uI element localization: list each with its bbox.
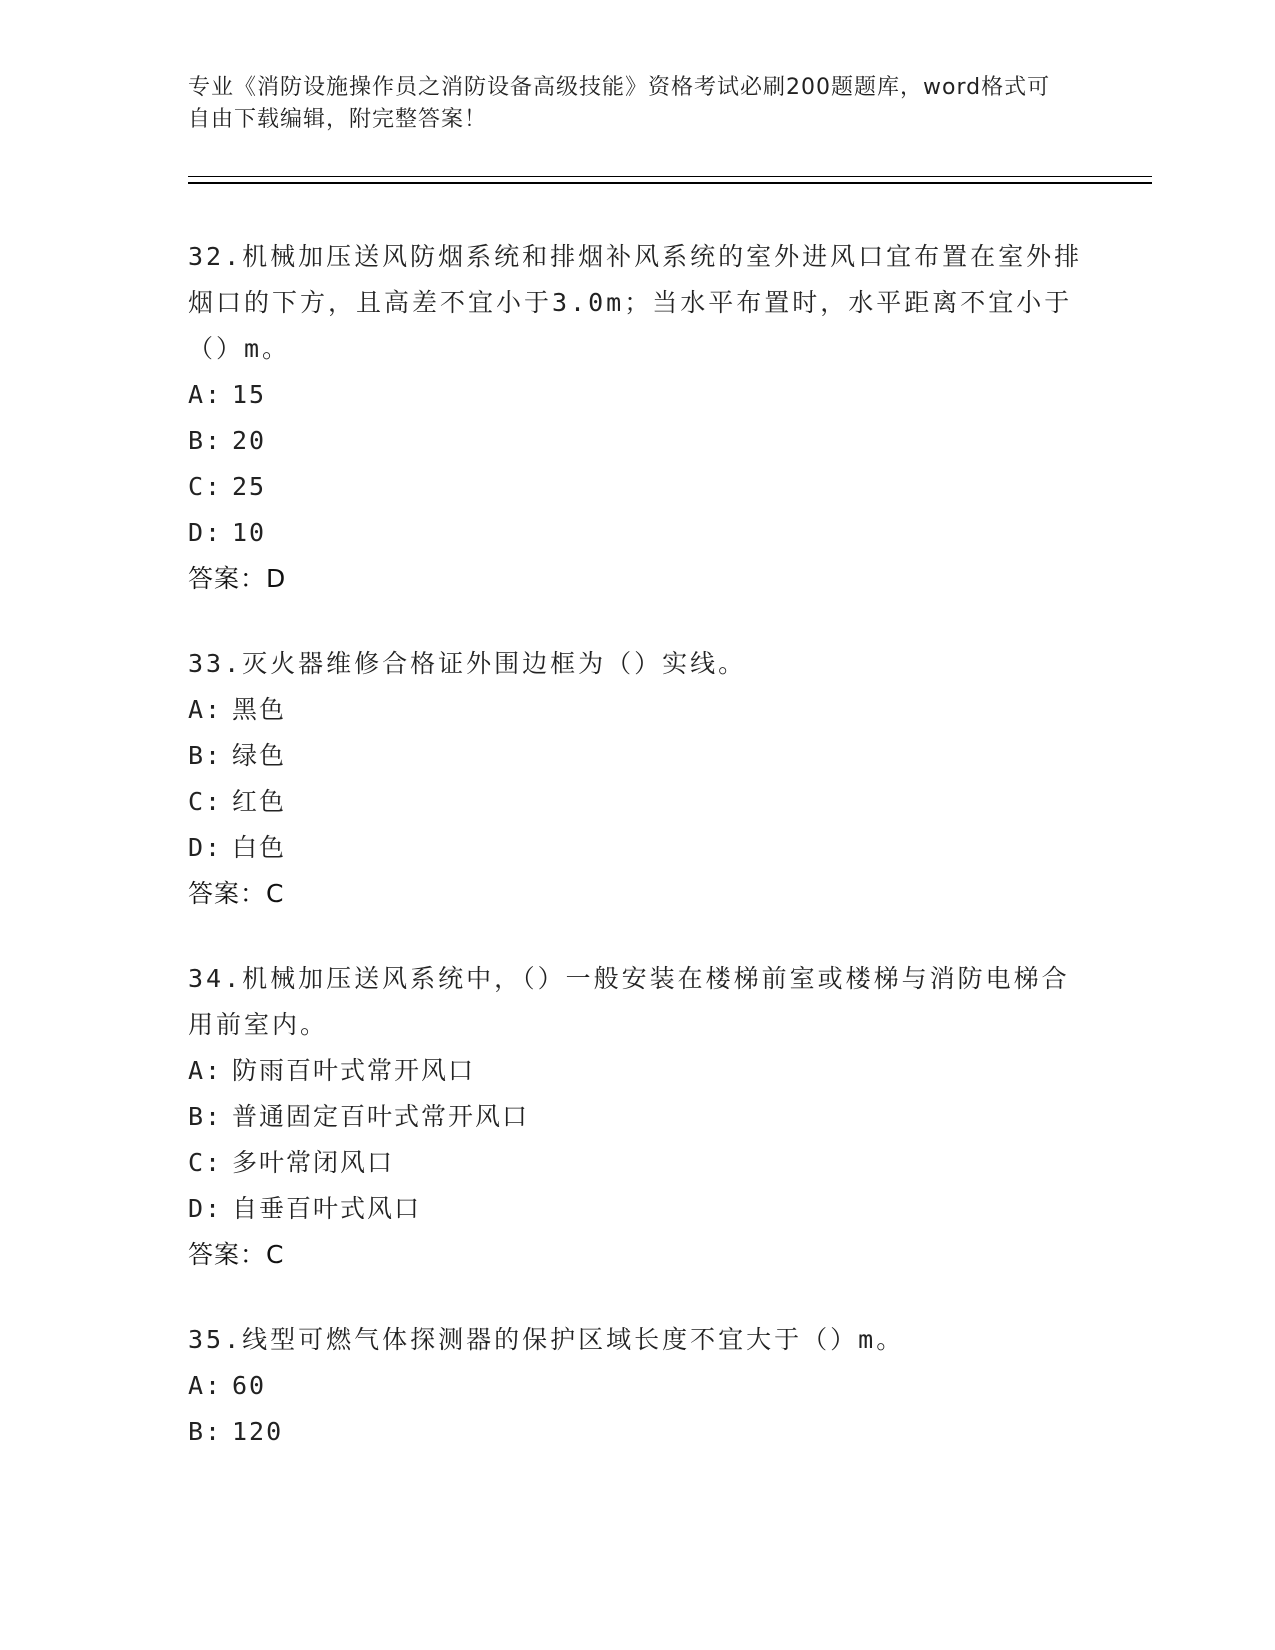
question-34: [188, 956, 1088, 1278]
question-text: 35.线型可燃气体探测器的保护区域长度不宜大于（）m。: [188, 1325, 905, 1354]
option-d: [188, 1186, 1088, 1232]
option-text: 普通固定百叶式常开风口: [232, 1102, 530, 1131]
option-text: 白色: [232, 833, 287, 862]
option-a: [188, 372, 1088, 418]
option-letter: C:: [188, 472, 223, 501]
option-text: 防雨百叶式常开风口: [232, 1056, 476, 1085]
option-letter: B:: [188, 426, 223, 455]
option-text: 自垂百叶式风口: [232, 1194, 422, 1223]
option-text: 10: [232, 518, 267, 547]
option-a: [188, 687, 1088, 733]
option-text: 红色: [232, 787, 287, 816]
option-b: [188, 1409, 1088, 1455]
option-text: 多叶常闭风口: [232, 1148, 395, 1177]
header-rule-thick: [188, 182, 1152, 184]
question-35: [188, 1317, 1088, 1455]
question-list: [188, 234, 1088, 1494]
option-letter: A:: [188, 380, 223, 409]
option-b: [188, 733, 1088, 779]
option-a: [188, 1048, 1088, 1094]
option-a: [188, 1363, 1088, 1409]
option-text: 20: [232, 426, 267, 455]
option-letter: B:: [188, 1102, 223, 1131]
option-letter: D:: [188, 1194, 223, 1223]
option-text: 25: [232, 472, 267, 501]
option-letter: A:: [188, 1371, 223, 1400]
option-d: [188, 510, 1088, 556]
document-header: 专业《消防设施操作员之消防设备高级技能》资格考试必刷200题题库，word格式可自由下载编辑，附完整答案！: [188, 75, 1051, 132]
option-text: 120: [232, 1417, 284, 1446]
option-b: [188, 1094, 1088, 1140]
option-text: 15: [232, 380, 267, 409]
header-rule-thin: [188, 176, 1152, 177]
option-letter: B:: [188, 1417, 223, 1446]
question-text: 33.灭火器维修合格证外围边框为（）实线。: [188, 649, 747, 678]
option-letter: C:: [188, 1148, 223, 1177]
option-letter: A:: [188, 1056, 223, 1085]
option-text: 绿色: [232, 741, 287, 770]
option-c: [188, 779, 1088, 825]
answer: 答案：D: [188, 564, 287, 593]
option-letter: C:: [188, 787, 223, 816]
answer: 答案：C: [188, 1240, 285, 1269]
question-text: 34.机械加压送风系统中，（）一般安装在楼梯前室或楼梯与消防电梯合用前室内。: [188, 964, 1070, 1039]
option-letter: B:: [188, 741, 223, 770]
option-d: [188, 825, 1088, 871]
option-text: 60: [232, 1371, 267, 1400]
option-text: 黑色: [232, 695, 287, 724]
question-32: [188, 234, 1088, 602]
option-letter: A:: [188, 695, 223, 724]
question-text: 32.机械加压送风防烟系统和排烟补风系统的室外进风口宜布置在室外排烟口的下方，且高差不宜小于3.0m；当水平布置时，水平距离不宜小于（）m。: [188, 242, 1083, 363]
option-letter: D:: [188, 833, 223, 862]
option-c: [188, 464, 1088, 510]
option-letter: D:: [188, 518, 223, 547]
option-b: [188, 418, 1088, 464]
option-c: [188, 1140, 1088, 1186]
question-33: [188, 641, 1088, 917]
answer: 答案：C: [188, 879, 285, 908]
